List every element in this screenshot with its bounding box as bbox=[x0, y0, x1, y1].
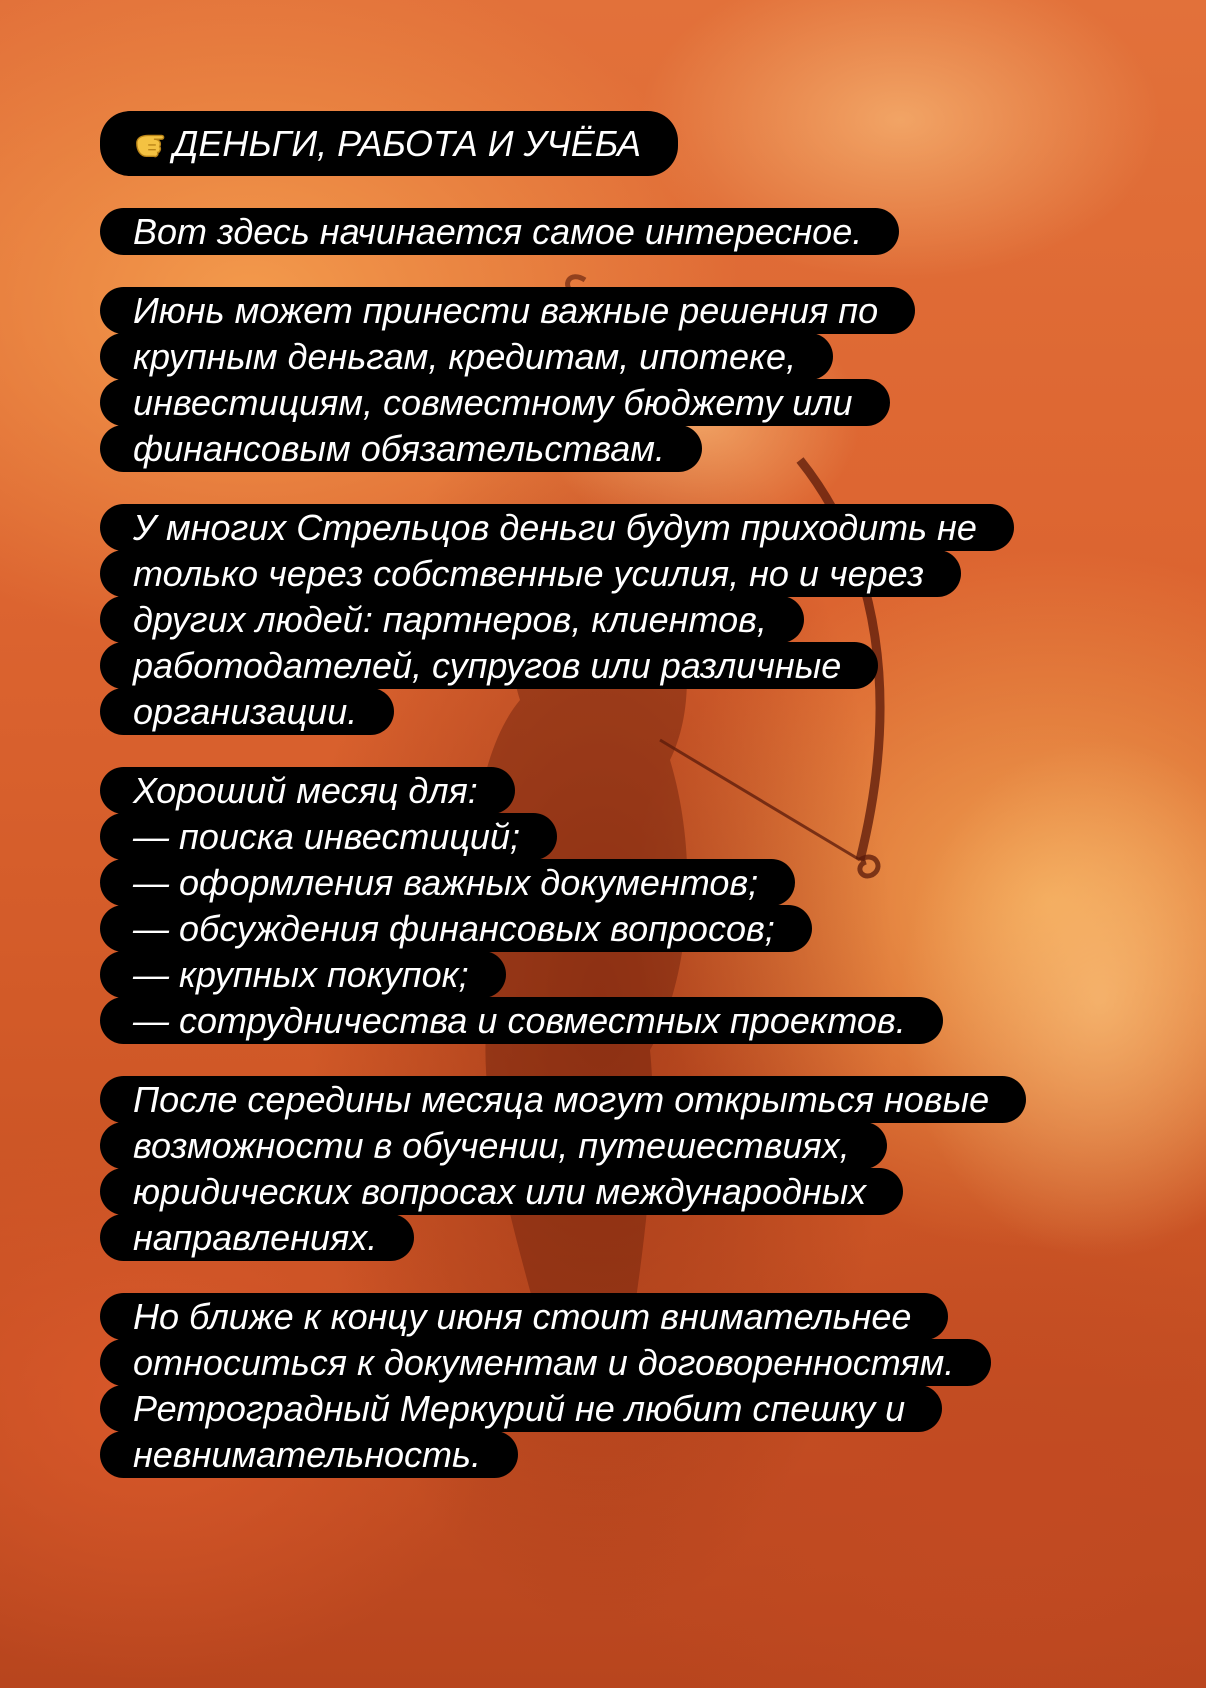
text-line: только через собственные усилия, но и через bbox=[100, 550, 961, 597]
text-line: юридических вопросах или международных bbox=[100, 1168, 903, 1215]
text-line: работодателей, супругов или различные bbox=[100, 642, 878, 689]
list-item: — поиска инвестиций; bbox=[100, 813, 557, 860]
text-line: Вот здесь начинается самое интересное. bbox=[100, 208, 899, 255]
text-line: финансовым обязательствам. bbox=[100, 425, 702, 472]
text-line: инвестициям, совместному бюджету или bbox=[100, 379, 890, 426]
text-line: Июнь может принести важные решения по bbox=[100, 287, 915, 334]
paragraph-intro bbox=[100, 209, 1100, 255]
text-line: других людей: партнеров, клиентов, bbox=[100, 596, 804, 643]
paragraph-mid-month bbox=[100, 1077, 1100, 1261]
list-item: — крупных покупок; bbox=[100, 951, 506, 998]
text-line: Хороший месяц для: bbox=[100, 767, 515, 814]
paragraph-good-month-list bbox=[100, 768, 1100, 1044]
text-line: После середины месяца могут открыться новые bbox=[100, 1076, 1026, 1123]
paragraph-end-of-month bbox=[100, 1294, 1100, 1478]
text-line: У многих Стрельцов деньги будут приходить не bbox=[100, 504, 1014, 551]
pointing-hand-icon bbox=[133, 124, 171, 162]
list-item: — оформления важных документов; bbox=[100, 859, 795, 906]
text-line: Но ближе к концу июня стоит внимательнее bbox=[100, 1293, 948, 1340]
heading-text: ДЕНЬГИ, РАБОТА И УЧЁБА bbox=[173, 123, 642, 164]
text-line: относиться к документам и договоренностям. bbox=[100, 1339, 991, 1386]
text-line: Ретроградный Меркурий не любит спешку и bbox=[100, 1385, 942, 1432]
text-line: возможности в обучении, путешествиях, bbox=[100, 1122, 887, 1169]
heading-bubble bbox=[100, 111, 678, 176]
section-heading bbox=[100, 112, 1100, 176]
text-line: крупным деньгам, кредитам, ипотеке, bbox=[100, 333, 833, 380]
text-line: организации. bbox=[100, 688, 394, 735]
paragraph-finance-decisions bbox=[100, 288, 1100, 472]
text-line: направлениях. bbox=[100, 1214, 414, 1261]
list-item: — обсуждения финансовых вопросов; bbox=[100, 905, 812, 952]
list-item: — сотрудничества и совместных проектов. bbox=[100, 997, 943, 1044]
content-column bbox=[100, 112, 1100, 1511]
paragraph-money-sources bbox=[100, 505, 1100, 735]
text-line: невнимательность. bbox=[100, 1431, 518, 1478]
